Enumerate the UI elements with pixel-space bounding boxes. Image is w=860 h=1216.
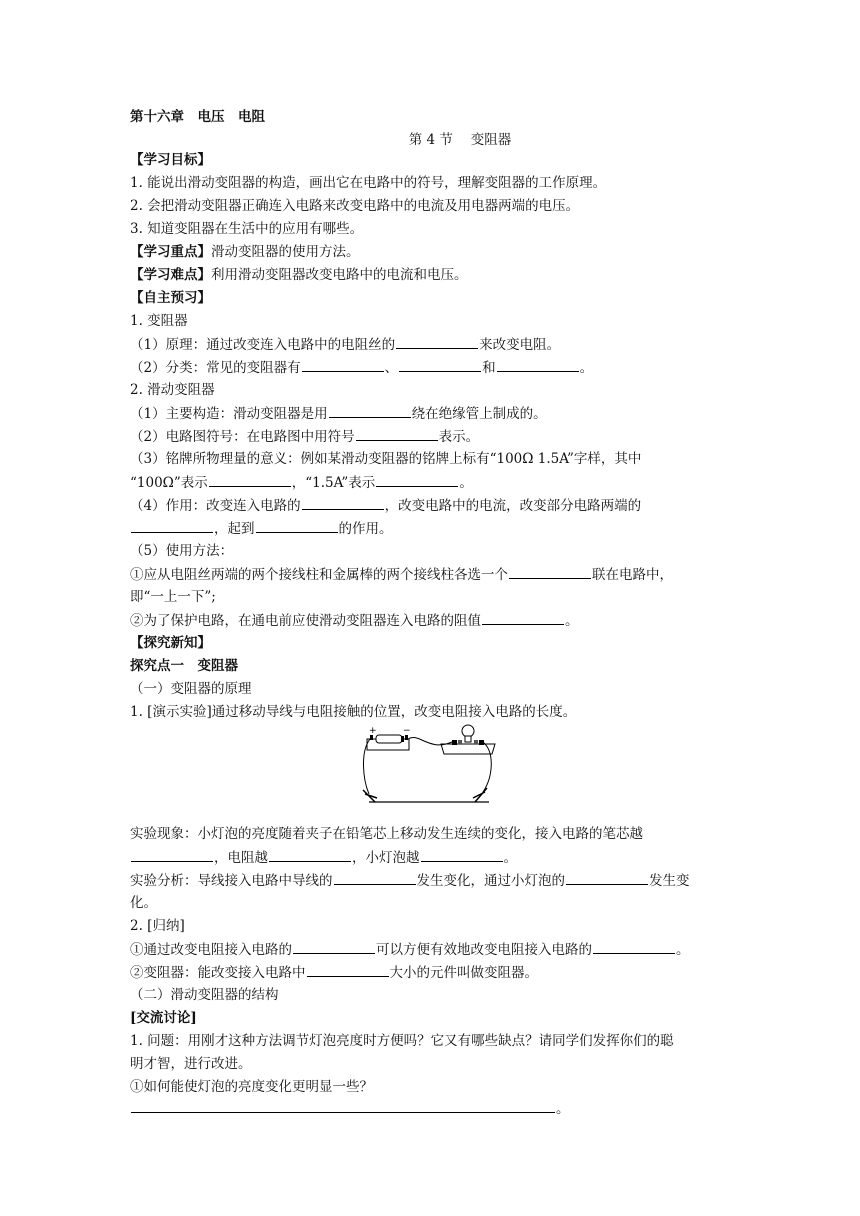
text: ①通过改变电阻接入电路的 <box>130 942 292 958</box>
text: 。 <box>565 613 579 629</box>
text: ②为了保护电路，在通电前应使滑动变阻器连入电路的阻值 <box>130 613 481 629</box>
preview-s1: 1. 变阻器 <box>130 313 188 329</box>
clip-icon <box>473 788 487 802</box>
text: 绕在绝缘管上制成的。 <box>411 406 547 422</box>
answer-blank[interactable] <box>131 1098 555 1113</box>
answer-blank[interactable] <box>566 870 648 885</box>
key-point-line <box>130 242 360 262</box>
objectives-heading: 【学习目标】 <box>130 152 211 168</box>
chapter-title: 第十六章 电压 电阻 <box>130 109 265 125</box>
phenomenon-line2 <box>130 847 517 868</box>
section-title: 第 4 节 变阻器 <box>408 132 512 148</box>
answer-blank[interactable] <box>497 357 579 372</box>
answer-blank[interactable] <box>396 334 478 349</box>
text: 来改变电阻。 <box>479 337 561 353</box>
difficulty-text: 利用滑动变阻器改变电路中的电流和电压。 <box>211 267 468 283</box>
answer-blank[interactable] <box>399 357 481 372</box>
answer-blank[interactable] <box>302 495 384 510</box>
preview-s2b <box>130 426 479 447</box>
preview-s2e2 <box>130 610 579 631</box>
text: ①应从电阻丝两端的两个接线柱和金属棒的两个接线柱各选一个 <box>130 567 508 583</box>
battery-icon <box>376 735 402 743</box>
key-point-heading: 【学习重点】 <box>130 244 211 260</box>
text: ，电阻越 <box>214 850 268 866</box>
preview-s1a <box>130 334 560 355</box>
summary-line2 <box>130 962 538 983</box>
analysis-line2: 化。 <box>130 895 157 911</box>
text: 的作用。 <box>338 521 393 537</box>
answer-blank[interactable] <box>356 426 438 441</box>
preview-s2e: （5）使用方法： <box>130 543 234 559</box>
preview-s2c: （3）铭牌所物理量的意义：例如某滑动变阻器的铭牌上标有“100Ω 1.5A”字样，其中 <box>130 451 642 467</box>
text: 联在电路中， <box>592 567 673 583</box>
preview-s2e1-2: 即“一上一下”; <box>130 589 216 605</box>
explore-point1: 探究点一 变阻器 <box>130 658 238 674</box>
answer-blank[interactable] <box>131 847 213 862</box>
difficulty-heading: 【学习难点】 <box>130 267 211 283</box>
preview-s1b <box>130 357 593 378</box>
text: ，“1.5A”表示 <box>291 475 376 491</box>
phenomenon-line: 实验现象：小灯泡的亮度随着夹子在铅笔芯上移动发生连续的变化，接入电路的笔芯越 <box>130 826 643 842</box>
plus-sign: + <box>369 726 377 736</box>
answer-blank[interactable] <box>482 610 564 625</box>
text: ，小灯泡越 <box>352 850 420 866</box>
text: ，改变电路中的电流，改变部分电路两端的 <box>384 498 642 514</box>
text: ，起到 <box>214 521 255 537</box>
answer-blank[interactable] <box>307 962 389 977</box>
text: 大小的元件叫做变阻器。 <box>389 965 538 981</box>
text: ②变阻器：能改变接入电路中 <box>130 965 306 981</box>
summary-heading: 2. [归纳] <box>130 918 185 934</box>
bulb-icon <box>462 725 474 737</box>
analysis-line <box>130 870 690 891</box>
answer-blank[interactable] <box>334 870 416 885</box>
objective-item: 1. 能说出滑动变阻器的构造，画出它在电路中的符号，理解变阻器的工作原理。 <box>130 175 607 191</box>
answer-blank[interactable] <box>131 518 213 533</box>
answer-line <box>130 1098 570 1119</box>
answer-blank[interactable] <box>509 564 591 579</box>
text: 。 <box>556 1101 570 1117</box>
clip-icon <box>363 790 377 802</box>
objective-item: 2. 会把滑动变阻器正确连入电路来改变电路中的电流及用电器两端的电压。 <box>130 198 580 214</box>
question-1: 1. 问题：用刚才这种方法调节灯泡亮度时方便吗？它又有哪些缺点？请同学们发挥你们的聪 <box>130 1033 674 1049</box>
text: 发生变 <box>649 873 690 889</box>
answer-blank[interactable] <box>256 518 338 533</box>
preview-s2e1 <box>130 564 673 585</box>
text: 和 <box>482 360 496 376</box>
answer-blank[interactable] <box>329 403 411 418</box>
answer-blank[interactable] <box>421 847 503 862</box>
explore-sub2: （二）滑动变阻器的结构 <box>130 987 279 1003</box>
preview-s2c2 <box>130 472 473 493</box>
discussion-heading: [交流讨论] <box>130 1010 197 1026</box>
text: 表示。 <box>438 429 480 445</box>
text: 发生变化，通过小灯泡的 <box>416 873 565 889</box>
text: （2）分类：常见的变阻器有 <box>130 360 301 376</box>
text: 可以方便有效地改变电阻接入电路的 <box>376 942 592 958</box>
difficulty-line <box>130 265 468 285</box>
text: （1）主要构造：滑动变阻器是用 <box>130 406 328 422</box>
explore-sub1: （一）变阻器的原理 <box>130 681 252 697</box>
explore-heading: 【探究新知】 <box>130 635 211 651</box>
text: （1）原理：通过改变连入电路中的电阻丝的 <box>130 337 396 353</box>
text: 。 <box>676 942 690 958</box>
answer-blank[interactable] <box>593 939 675 954</box>
answer-blank[interactable] <box>269 847 351 862</box>
text: 。 <box>459 475 473 491</box>
key-point-text: 滑动变阻器的使用方法。 <box>211 244 360 260</box>
minus-sign: − <box>403 726 411 736</box>
preview-s2d2 <box>130 518 393 539</box>
explore-demo: 1. [演示实验]通过移动导线与电阻接触的位置，改变电阻接入电路的长度。 <box>130 704 577 720</box>
text: 实验分析：导线接入电路中导线的 <box>130 873 333 889</box>
objective-item: 3. 知道变阻器在生活中的应用有哪些。 <box>130 221 364 237</box>
text: 、 <box>384 360 399 376</box>
summary-line1 <box>130 939 690 960</box>
question-1b: 明才智，进行改进。 <box>130 1056 252 1072</box>
preview-s2a <box>130 403 547 424</box>
text: （4）作用：改变连入电路的 <box>130 498 301 514</box>
question-1c: ①如何能使灯泡的亮度变化更明显一些？ <box>130 1079 373 1095</box>
answer-blank[interactable] <box>209 472 291 487</box>
preview-heading: 【自主预习】 <box>130 290 211 306</box>
answer-blank[interactable] <box>293 939 375 954</box>
answer-blank[interactable] <box>302 357 384 372</box>
preview-s2d <box>130 495 641 516</box>
answer-blank[interactable] <box>376 472 458 487</box>
text: 。 <box>503 850 517 866</box>
text: “100Ω”表示 <box>130 475 208 491</box>
text: （2）电路图符号：在电路图中用符号 <box>130 429 355 445</box>
text: 。 <box>579 360 594 376</box>
circuit-diagram <box>355 722 505 812</box>
preview-s2: 2. 滑动变阻器 <box>130 382 215 398</box>
